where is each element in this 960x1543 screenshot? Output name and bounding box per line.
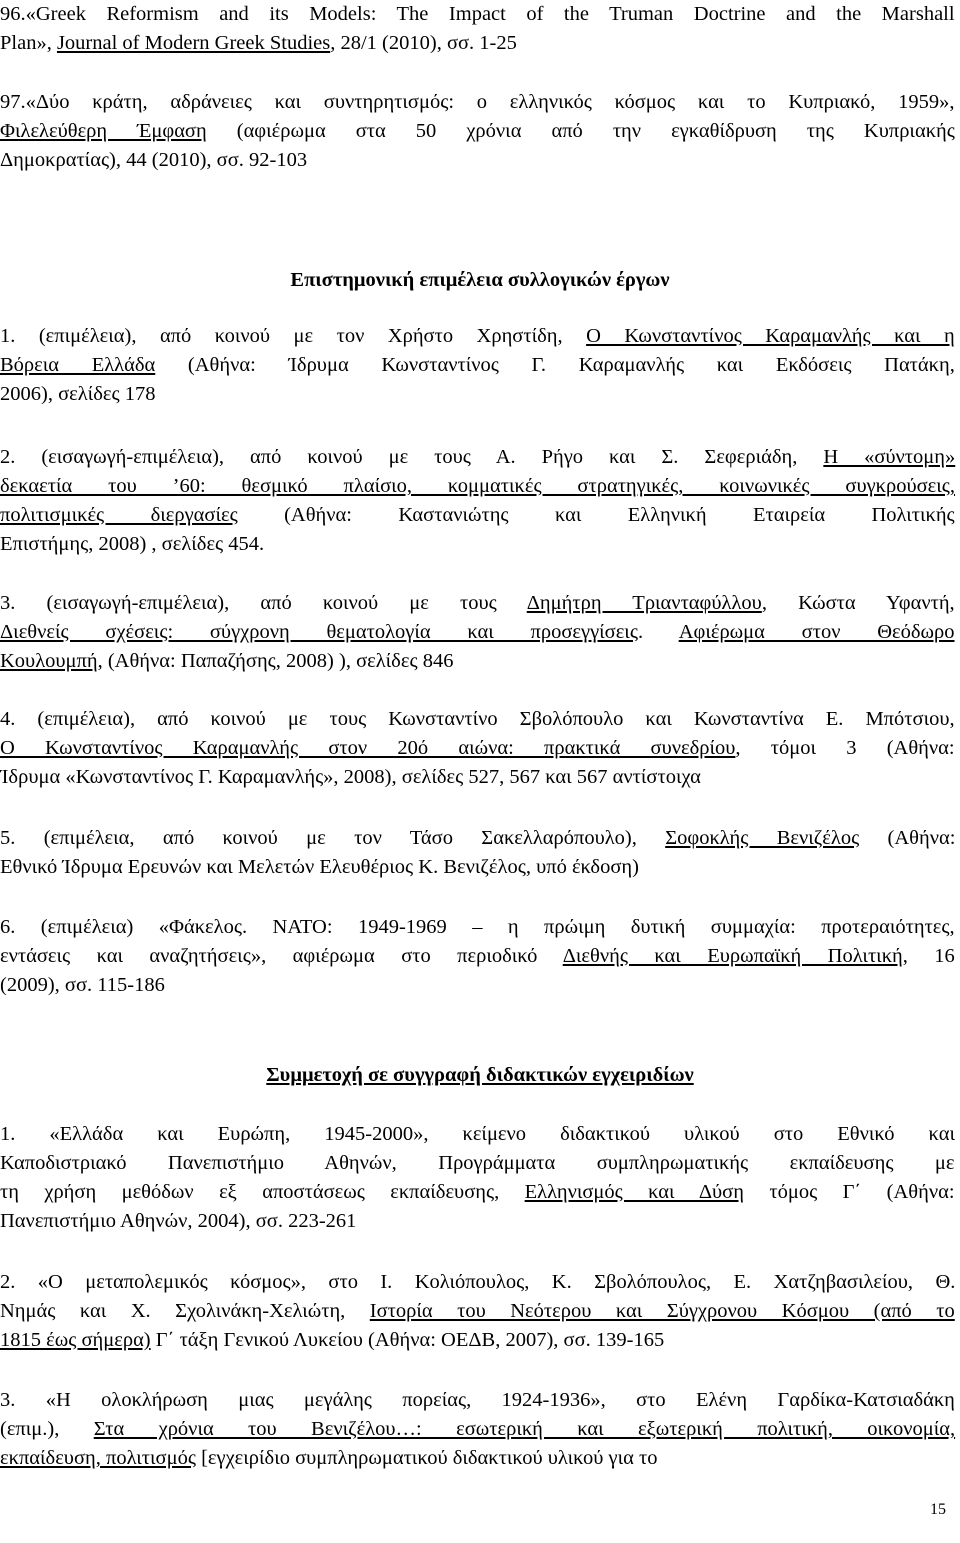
entry-line [0, 1268, 955, 1297]
textbook-entry-1 [0, 1120, 955, 1236]
section-heading-textbooks: Συμμετοχή σε συγγραφή διδακτικών εγχειριδίων [266, 1064, 694, 1086]
entry-line [0, 824, 955, 853]
entry-text: (επιμ.), [0, 1418, 94, 1440]
entry-line [0, 530, 955, 559]
entry-line [0, 913, 955, 942]
entry-line [0, 322, 955, 351]
entry-line [0, 1386, 955, 1415]
underlined-title: πολιτισμικές διεργασίες [0, 504, 238, 526]
entry-line [0, 501, 955, 530]
entry-text: (Αθήνα: [859, 827, 956, 849]
entry-line [0, 443, 955, 472]
underlined-title: Ο Κωνσταντίνος Καραμανλής και η [586, 325, 955, 347]
entry-line [0, 763, 955, 792]
page-number: 15 [930, 1501, 946, 1518]
underlined-title: δεκαετία του ’60: θεσμικό πλαίσιο, κομματικές στρατηγικές, κοινωνικές συγκρούσεις, [0, 475, 956, 497]
textbook-entry-3 [0, 1386, 955, 1473]
underlined-title: Δημήτρη Τριανταφύλλου [526, 592, 762, 614]
edited-volume-entry-2 [0, 443, 955, 559]
bibliography-entry-97 [0, 88, 955, 175]
entry-text: 1. «Ελλάδα και Ευρώπη, 1945-2000», κείμενο διδακτικού υλικού στο Εθνικό και [0, 1123, 955, 1145]
entry-text: τόμος Γ΄ (Αθήνα: [743, 1181, 955, 1203]
entry-text: Πανεπιστήμιο Αθηνών, 2004), σσ. 223-261 [0, 1210, 357, 1232]
entry-text: , 16 [902, 945, 955, 967]
entry-text: 2006), σελίδες 178 [0, 383, 156, 405]
entry-line [0, 1444, 955, 1473]
entry-line [0, 1149, 955, 1178]
entry-line [0, 942, 955, 971]
underlined-title: Στα χρόνια του Βενιζέλου…: εσωτερική και εξωτερική πολιτική, οικονομία, [93, 1418, 956, 1440]
entry-line [0, 589, 955, 618]
entry-text: Νημάς και Χ. Σχολινάκη-Χελιώτη, [0, 1300, 370, 1322]
entry-text: (2009), σσ. 115-186 [0, 974, 165, 996]
underlined-title: 1815 έως σήμερα) [0, 1329, 151, 1351]
underlined-title: Βόρεια Ελλάδα [0, 354, 156, 376]
entry-text: , τόμοι 3 (Αθήνα: [735, 737, 955, 759]
entry-text: , (Αθήνα: Παπαζήσης, 2008) ), σελίδες 846 [97, 650, 454, 672]
entry-text: 2. «Ο μεταπολεμικός κόσμος», στο Ι. Κολιόπουλος, Κ. Σβολόπουλος, Ε. Χατζηβασιλείου, Θ. [0, 1271, 956, 1293]
entry-line [0, 705, 955, 734]
entry-text: , 28/1 (2010), σσ. 1-25 [330, 32, 517, 54]
underlined-title: Ο Κωνσταντίνος Καραμανλής στον 20ό αιώνα: πρακτικά συνεδρίου [0, 737, 736, 759]
entry-line [0, 1415, 955, 1444]
entry-line [0, 618, 955, 647]
underlined-title: Διεθνείς σχέσεις: σύγχρονη θεματολογία και προσεγγίσεις [0, 621, 638, 643]
underlined-title: Η «σύντομη» [823, 446, 956, 468]
underlined-title: Διεθνής και Ευρωπαϊκή Πολιτική [562, 945, 903, 967]
textbook-entry-2 [0, 1268, 955, 1355]
entry-line [0, 472, 955, 501]
underlined-title: Κουλουμπή [0, 650, 98, 672]
entry-text: τη χρήση μεθόδων εξ αποστάσεως εκπαίδευσης, [0, 1181, 525, 1203]
underlined-title: Journal of Modern Greek Studies [56, 32, 331, 54]
entry-text: Εθνικό Ίδρυμα Ερευνών και Μελετών Ελευθέριος Κ. Βενιζέλος, υπό έκδοση) [0, 856, 639, 878]
underlined-title: Σοφοκλής Βενιζέλος [665, 827, 860, 849]
entry-text: (Αθήνα: Ίδρυμα Κωνσταντίνος Γ. Καραμανλής και Εκδόσεις Πατάκη, [155, 354, 955, 376]
entry-line [0, 0, 955, 29]
entry-text: 3. «Η ολοκλήρωση μιας μεγάλης πορείας, 1924-1936», στο Ελένη Γαρδίκα-Κατσιαδάκη [0, 1389, 955, 1411]
entry-line [0, 351, 955, 380]
entry-text: (Αθήνα: Καστανιώτης και Ελληνική Εταιρεία Πολιτικής [237, 504, 955, 526]
entry-line [0, 29, 955, 58]
entry-line [0, 1120, 955, 1149]
edited-volume-entry-6 [0, 913, 955, 1000]
entry-line [0, 853, 955, 882]
entry-text: εντάσεις και αναζητήσεις», αφιέρωμα στο περιοδικό [0, 945, 563, 967]
entry-text: 3. (εισαγωγή-επιμέλεια), από κοινού με τους [0, 592, 527, 614]
entry-text: 5. (επιμέλεια, από κοινού με τον Τάσο Σακελλαρόπουλο), [0, 827, 666, 849]
entry-text: Ίδρυμα «Κωνσταντίνος Γ. Καραμανλής», 2008), σελίδες 527, 567 και 567 αντίστοιχα [0, 766, 701, 788]
entry-line [0, 117, 955, 146]
section-heading-edited-volumes: Επιστημονική επιμέλεια συλλογικών έργων [290, 269, 670, 291]
underlined-title: Αφιέρωμα στον Θεόδωρο [678, 621, 955, 643]
entry-text: Δημοκρατίας), 44 (2010), σσ. 92-103 [0, 149, 308, 171]
underlined-title: Φιλελεύθερη Έμφαση [0, 120, 207, 142]
entry-text: 4. (επιμέλεια), από κοινού με τους Κωνσταντίνο Σβολόπουλο και Κωνσταντίνα Ε. Μπότσιου, [0, 708, 955, 730]
entry-line [0, 146, 955, 175]
entry-text: 96.«Greek Reformism and its Models: The Impact of the Truman Doctrine and the Marshall [0, 3, 955, 25]
edited-volume-entry-4 [0, 705, 955, 792]
bibliography-entry-96 [0, 0, 955, 58]
entry-text: , Κώστα Υφαντή, [761, 592, 955, 614]
edited-volume-entry-5 [0, 824, 955, 882]
entry-text: 2. (εισαγωγή-επιμέλεια), από κοινού με τους Α. Ρήγο και Σ. Σεφεριάδη, [0, 446, 824, 468]
entry-text: [εγχειρίδιο συμπληρωματικού διδακτικού υλικού για το [195, 1447, 658, 1469]
entry-text: 1. (επιμέλεια), από κοινού με τον Χρήστο Χρηστίδη, [0, 325, 587, 347]
entry-text: Γ΄ τάξη Γενικού Λυκείου (Αθήνα: ΟΕΔΒ, 2007), σσ. 139-165 [150, 1329, 665, 1351]
entry-line [0, 1326, 955, 1355]
edited-volume-entry-1 [0, 322, 955, 409]
underlined-title: Ιστορία του Νεότερου και Σύγχρονου Κόσμου (από το [369, 1300, 955, 1322]
entry-line [0, 647, 955, 676]
underlined-title: εκπαίδευση, πολιτισμός [0, 1447, 196, 1469]
underlined-title: Ελληνισμός και Δύση [524, 1181, 744, 1203]
entry-text: Plan», [0, 32, 57, 54]
entry-text: Επιστήμης, 2008) , σελίδες 454. [0, 533, 265, 555]
entry-text: . [637, 621, 679, 643]
entry-line [0, 971, 955, 1000]
entry-text: 6. (επιμέλεια) «Φάκελος. ΝΑΤΟ: 1949-1969 – η πρώιμη δυτική συμμαχία: προτεραιότητες, [0, 916, 955, 938]
entry-text: 97.«Δύο κράτη, αδράνειες και συντηρητισμός: ο ελληνικός κόσμος και το Κυπριακό, 1959», [0, 91, 955, 113]
entry-line [0, 380, 955, 409]
entry-line [0, 734, 955, 763]
entry-text: (αφιέρωμα στα 50 χρόνια από την εγκαθίδρυση της Κυπριακής [206, 120, 955, 142]
entry-line [0, 1297, 955, 1326]
edited-volume-entry-3 [0, 589, 955, 676]
entry-line [0, 1178, 955, 1207]
entry-line [0, 88, 955, 117]
entry-text: Καποδιστριακό Πανεπιστήμιο Αθηνών, Προγράμματα συμπληρωματικής εκπαίδευσης με [0, 1152, 955, 1174]
entry-line [0, 1207, 955, 1236]
